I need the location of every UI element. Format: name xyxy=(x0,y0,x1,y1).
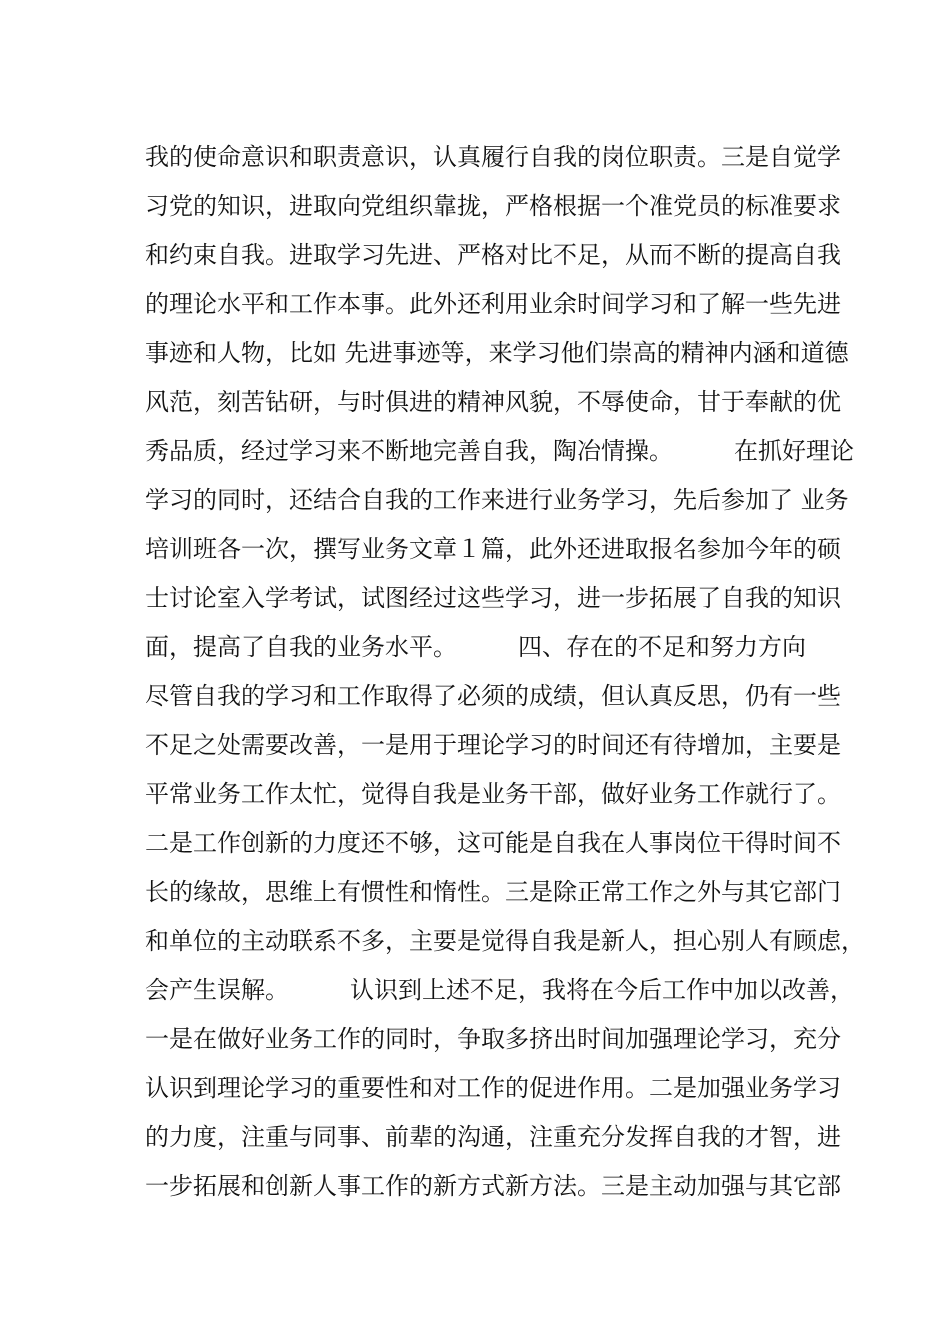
text-line: 二是工作创新的力度还不够，这可能是自我在人事岗位干得时间不 xyxy=(145,829,841,857)
text-line: 长的缘故，思维上有惯性和惰性。三是除正常工作之外与其它部门 xyxy=(145,878,841,906)
text-line: 的理论水平和工作本事。此外还利用业余时间学习和了解一些先进 xyxy=(145,290,841,318)
text-line: 我的使命意识和职责意识，认真履行自我的岗位职责。三是自觉学 xyxy=(145,143,841,171)
text-line: 会产生误解。 认识到上述不足，我将在今后工作中加以改善， xyxy=(145,976,855,1004)
text-line: 一是在做好业务工作的同时，争取多挤出时间加强理论学习，充分 xyxy=(145,1025,841,1053)
text-line: 面，提高了自我的业务水平。 四、存在的不足和努力方向 xyxy=(145,633,807,661)
text-line: 风范，刻苦钻研，与时俱进的精神风貌，不辱使命，甘于奉献的优 xyxy=(145,388,841,416)
text-line: 培训班各一次，撰写业务文章１篇，此外还进取报名参加今年的硕 xyxy=(145,535,841,563)
text-line: 和单位的主动联系不多，主要是觉得自我是新人，担心别人有顾虑， xyxy=(145,927,865,955)
text-line: 习党的知识，进取向党组织靠拢，严格根据一个准党员的标准要求 xyxy=(145,192,841,220)
text-line: 事迹和人物，比如 先进事迹等，来学习他们崇高的精神内涵和道德 xyxy=(145,339,849,367)
text-line: 秀品质，经过学习来不断地完善自我，陶冶情操。 在抓好理论 xyxy=(145,437,855,465)
text-line: 士讨论室入学考试，试图经过这些学习，进一步拓展了自我的知识 xyxy=(145,584,841,612)
text-line: 一步拓展和创新人事工作的新方式新方法。三是主动加强与其它部 xyxy=(145,1172,841,1200)
text-line: 平常业务工作太忙，觉得自我是业务干部，做好业务工作就行了。 xyxy=(145,780,841,808)
text-line: 和约束自我。进取学习先进、严格对比不足，从而不断的提高自我 xyxy=(145,241,841,269)
text-line: 不足之处需要改善，一是用于理论学习的时间还有待增加，主要是 xyxy=(145,731,841,759)
text-line: 的力度，注重与同事、前辈的沟通，注重充分发挥自我的才智，进 xyxy=(145,1123,841,1151)
text-line: 认识到理论学习的重要性和对工作的促进作用。二是加强业务学习 xyxy=(145,1074,841,1102)
text-line: 尽管自我的学习和工作取得了必须的成绩，但认真反思，仍有一些 xyxy=(145,682,841,710)
text-line: 学习的同时，还结合自我的工作来进行业务学习，先后参加了 业务 xyxy=(145,486,849,514)
